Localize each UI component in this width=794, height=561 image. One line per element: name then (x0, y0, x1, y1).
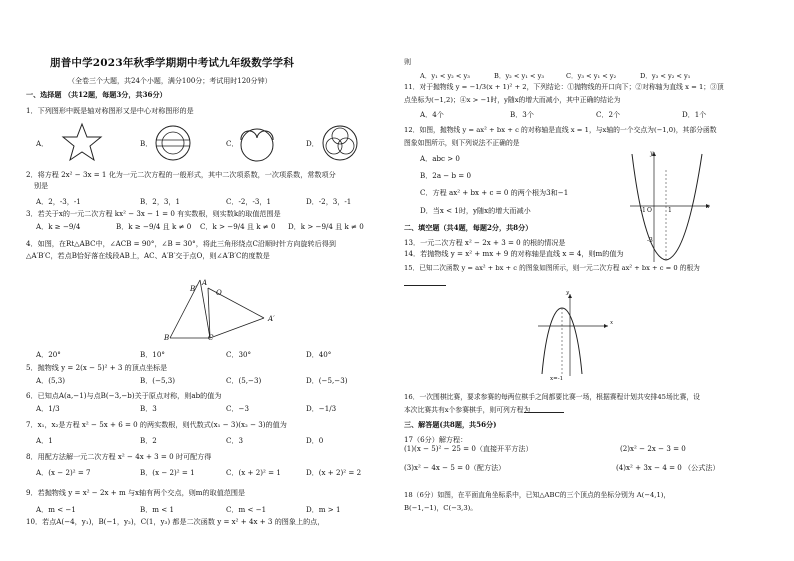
q9-option-d: D．m > 1 (306, 505, 341, 514)
q12-option-b: B．2a − b = 0 (420, 171, 472, 180)
q5-option-c: C．(5,−3) (226, 376, 262, 385)
q10-option-d: D．y₃ < y₂ < y₁ (640, 72, 691, 80)
q18-stem-line1: 18（6分）如图，在平面直角坐标系中，已知△ABC的三个顶点的坐标分别为 A(−4,1)， (404, 491, 671, 499)
q12-stem-line2: 图象如图所示，则下列说法不正确的是 (404, 139, 520, 147)
q1-stem: 1．下列图形中既是轴对称图形又是中心对称图形的是 (26, 106, 194, 115)
q6-option-a: A．1/3 (36, 404, 60, 413)
q4-label-b: B (164, 333, 170, 342)
q4-option-a: A．20° (36, 350, 61, 359)
q3-option-a: A．k ≥ −9/4 (36, 222, 81, 231)
q4-label-aprime: A′ (268, 314, 275, 323)
q1-option-b: B． (140, 139, 153, 148)
q3-option-b: B．k ≥ −9/4 且 k ≠ 0 (116, 222, 192, 231)
q15-answer-blank[interactable] (404, 285, 446, 286)
q5-stem: 5．抛物线 y = 2(x − 5)² + 3 的顶点坐标是 (26, 363, 168, 372)
q12-option-a: A．abc > 0 (420, 154, 460, 163)
q5-option-d: D．(−5,−3) (306, 376, 348, 385)
q15-stem: 15．已知二次函数 y = ax² + bx + c 的图象如图所示，则一元二次方程 ax² + bx + c = 0 的根为 (404, 264, 700, 272)
q6-option-b: B．3 (140, 404, 157, 413)
q4-label-bprime: B′ (190, 284, 197, 293)
q16-answer-blank[interactable] (524, 412, 564, 413)
q10-stem: 10．若点A(−4，y₁)，B(−1，y₂)，C(1，y₃) 都是二次函数 y = x² + 4x + 3 的图象上的点， (26, 517, 325, 526)
q11-option-a: A．4个 (420, 110, 444, 119)
q10-option-b: B．y₂ < y₁ < y₃ (494, 72, 544, 80)
section-choice: 一、选择题 （共12题，每题3分，共36分） (26, 90, 167, 99)
q9-option-a: A．m < −1 (36, 505, 76, 514)
q8-option-b: B．(x − 2)² = 1 (140, 468, 195, 477)
q14-stem: 14．若抛物线 y = x² + mx + 9 的对称轴是直线 x = 4，则m的值为 (404, 249, 624, 258)
q13-stem: 13．一元二次方程 x² − 2x + 3 = 0 的根的情况是 (404, 238, 566, 247)
q17-item-4: (4)x² + 3x − 4 = 0 （公式法） (616, 463, 720, 472)
q12-label-x: x (706, 203, 710, 210)
q11-option-b: B．3个 (510, 110, 534, 119)
q9-option-b: B．m < 1 (140, 505, 175, 514)
q12-label-y: y (650, 150, 654, 157)
q6-option-c: C．−3 (226, 404, 249, 413)
q17-item-2: (2)x² − 2x − 3 = 0 (620, 444, 686, 453)
q4-option-c: C．30° (226, 350, 252, 359)
q2-option-c: C．-2，-3，1 (226, 197, 272, 206)
q8-option-a: A．(x − 2)² = 7 (36, 468, 91, 477)
q4-option-b: B．10° (140, 350, 165, 359)
q7-option-a: A．1 (36, 436, 53, 445)
q9-option-c: C．m < −1 (226, 505, 267, 514)
q1-option-a: A． (36, 139, 49, 148)
q6-option-d: D．−1/3 (306, 404, 337, 413)
q2-option-a: A．2，-3，-1 (36, 197, 81, 206)
q12-option-c: C．方程 ax² + bx + c = 0 的两个根为3和−1 (420, 188, 569, 197)
q2-option-b: B．2，3，1 (140, 197, 181, 206)
q7-option-c: C．3 (226, 436, 244, 445)
q17-stem: 17（6分）解方程： (404, 435, 468, 444)
exam-note: （全卷三个大题，共24个小题，满分100分；考试用时120分钟） (68, 77, 272, 85)
q10-continuation: 则 (404, 57, 412, 66)
parabola-graph-q15 (532, 290, 612, 380)
q8-stem: 8．用配方法解一元二次方程 x² − 4x + 3 = 0 时可配方得 (26, 452, 212, 461)
q1-option-d: D． (306, 139, 319, 148)
trefoil-circle-icon (320, 122, 360, 162)
q10-option-a: A．y₁ < y₂ < y₃ (420, 72, 470, 80)
q6-stem: 6．已知点A(a,−1)与点B(−3,−b)关于原点对称，则ab的值为 (26, 391, 222, 400)
circle-band-icon (154, 124, 192, 162)
q12-label-neg1: -1 (640, 207, 646, 214)
q15-label-y: y (566, 290, 570, 296)
q4-stem-line1: 4．如图，在Rt△ABC中，∠ACB = 90°，∠B = 30°，将此三角形绕点C沿顺时针方向旋转后得到 (26, 239, 336, 248)
q11-option-d: D．1个 (682, 110, 707, 119)
section-solve: 三、解答题(共8题，共56分) (404, 420, 497, 429)
q4-stem-line2: △A′B′C，若点B恰好落在线段AB上，AC、A′B′交于点O，则∠A′B′C的度数是 (26, 251, 270, 260)
q16-stem-line1: 16．一次围棋比赛，要求参赛的每两位棋手之间都要比赛一场，根据赛程计划共安排45场比赛，设 (404, 393, 700, 401)
q16-stem-line2: 本次比赛共有x个参赛棋手，则可列方程为 (404, 406, 531, 414)
q4-label-o: O (216, 288, 222, 297)
q4-option-d: D．40° (306, 350, 332, 359)
q2-stem-line1: 2．将方程 2x² − 3x = 1 化为一元二次方程的一般形式，其中二次项系数，一次项系数，常数项分 (26, 170, 336, 179)
heart-circle-icon (238, 124, 276, 162)
q11-option-c: C．2个 (596, 110, 621, 119)
q10-option-c: C．y₃ < y₁ < y₂ (566, 72, 617, 80)
q4-label-a: A (202, 278, 208, 287)
q12-label-origin: O (647, 207, 652, 214)
page-title: 朋普中学2023年秋季学期期中考试九年级数学学科 (50, 57, 295, 69)
q11-stem-line2: 点坐标为(−1,2)；④x > −1时，y随x的增大而减小，其中正确的结论为 (404, 96, 621, 104)
q8-option-c: C．(x + 2)² = 1 (226, 468, 281, 477)
q4-label-c: C (208, 333, 214, 342)
q12-option-d: D．当x < 1时，y随x的增大而减小 (420, 206, 531, 215)
q12-stem-line1: 12．如图，抛物线 y = ax² + bx + c 的对称轴是直线 x = 1，与x轴的一个交点为(−1,0)，其部分函数 (404, 126, 717, 134)
q12-label-neg3: -3 (647, 237, 653, 244)
q2-stem-line2: 别是 (34, 181, 49, 190)
q1-option-c: C． (226, 139, 239, 148)
q3-option-d: D．k > −9/4 且 k ≠ 0 (288, 222, 364, 231)
q3-option-c: C．k > −9/4 且 k ≠ 0 (200, 222, 276, 231)
section-fill: 二、填空题（共4题，每题2分，共8分） (404, 223, 533, 232)
q5-option-a: A．(5,3) (36, 376, 66, 385)
q12-label-1: 1 (668, 207, 672, 214)
q7-option-b: B．2 (140, 436, 157, 445)
q18-stem-line2: B(−1,−1)，C(−3,3)。 (404, 504, 478, 512)
q11-stem-line1: 11．对于抛物线 y = −1/3(x + 1)² + 2，下列结论：①抛物线的开口向下；②对称轴为直线 x = 1；③顶 (404, 83, 724, 91)
q17-item-1: (1)(x − 5)² − 25 = 0（直接开平方法） (404, 444, 533, 453)
q9-stem: 9．若抛物线 y = x² − 2x + m 与x轴有两个交点，则m的取值范围是 (26, 488, 246, 497)
q15-label-x: x (610, 320, 614, 326)
q7-option-d: D．0 (306, 436, 324, 445)
q8-option-d: D．(x + 2)² = 2 (306, 468, 362, 477)
q15-label-axis: x=-1 (550, 376, 564, 382)
q17-item-3: (3)x² − 4x − 5 = 0（配方法） (404, 463, 506, 472)
star-icon (62, 122, 102, 162)
q7-stem: 7．x₁，x₂是方程 x² − 5x + 6 = 0 的两实数根，则代数式(x₁ − 3)(x₂ − 3)的值为 (26, 420, 287, 429)
q2-option-d: D．-2，3，-1 (306, 197, 352, 206)
rotation-triangle-figure (160, 270, 270, 345)
q5-option-b: B．(−5,3) (140, 376, 176, 385)
q3-stem: 3．若关于x的一元二次方程 kx² − 3x − 1 = 0 有实数根，则实数k的取值范围是 (26, 209, 281, 218)
